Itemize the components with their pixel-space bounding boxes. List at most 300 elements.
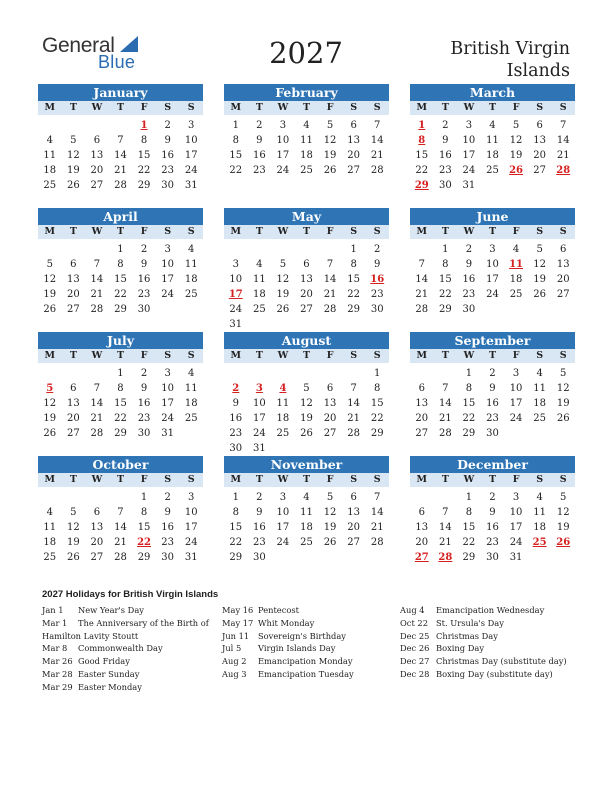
holiday-date: Mar 8 <box>42 643 68 654</box>
day-cell: 15 <box>347 274 360 285</box>
day-cell: 14 <box>415 274 429 285</box>
month-december <box>410 456 575 565</box>
empty-day-cell <box>295 242 319 257</box>
empty-day-cell <box>38 366 62 381</box>
weekday-label: T <box>302 474 311 485</box>
day-cell: 13 <box>66 274 80 285</box>
holiday-day-cell: 8 <box>418 135 426 146</box>
day-cell: 14 <box>323 274 337 285</box>
day-cell: 28 <box>90 304 104 315</box>
day-cell: 4 <box>46 507 53 518</box>
day-cell: 25 <box>300 165 313 176</box>
weekday-label: S <box>536 226 544 237</box>
day-cell: 31 <box>229 319 243 330</box>
day-cell: 14 <box>438 522 452 533</box>
holiday-name-continuation: Hamilton Lavity Stoutt <box>42 630 139 641</box>
day-cell: 21 <box>323 289 337 300</box>
day-cell: 15 <box>229 150 243 161</box>
day-cell: 24 <box>462 165 476 176</box>
weekday-label: F <box>140 350 148 361</box>
day-grid <box>38 242 203 317</box>
day-cell: 27 <box>323 428 337 439</box>
day-cell: 16 <box>486 398 499 409</box>
holiday-entry <box>42 604 209 617</box>
empty-day-cell <box>410 490 434 505</box>
day-cell: 31 <box>184 552 198 563</box>
day-cell: 15 <box>462 522 476 533</box>
day-cell: 28 <box>347 428 360 439</box>
day-cell: 30 <box>229 443 243 454</box>
day-cell: 25 <box>43 180 57 191</box>
day-cell: 13 <box>300 274 313 285</box>
day-cell: 12 <box>300 398 313 409</box>
month-april <box>38 208 203 317</box>
day-cell: 15 <box>114 274 127 285</box>
day-cell: 8 <box>117 259 124 270</box>
day-cell: 9 <box>256 135 263 146</box>
weekday-label: S <box>559 102 567 113</box>
day-cell: 22 <box>438 289 452 300</box>
day-cell: 21 <box>438 413 452 424</box>
day-cell: 26 <box>66 552 80 563</box>
holiday-date: Dec 25 <box>400 630 430 641</box>
day-cell: 13 <box>347 507 360 518</box>
day-cell: 10 <box>252 398 266 409</box>
weekday-label: S <box>350 350 358 361</box>
holiday-name: Emancipation Wednesday <box>436 605 545 615</box>
day-cell: 14 <box>90 398 104 409</box>
day-cell: 25 <box>533 413 546 424</box>
empty-day-cell <box>109 118 133 133</box>
day-cell: 19 <box>66 165 80 176</box>
weekday-label: T <box>488 226 497 237</box>
day-cell: 24 <box>229 304 243 315</box>
day-cell: 29 <box>370 428 384 439</box>
day-cell: 3 <box>512 492 520 503</box>
day-cell: 30 <box>486 428 499 439</box>
day-cell: 9 <box>232 398 239 409</box>
weekday-label: W <box>463 350 475 361</box>
holiday-column <box>42 604 209 694</box>
day-cell: 17 <box>276 150 290 161</box>
day-cell: 9 <box>140 259 148 270</box>
day-cell: 17 <box>161 398 174 409</box>
day-grid <box>410 242 575 317</box>
day-cell: 11 <box>300 135 313 146</box>
day-cell: 16 <box>137 398 151 409</box>
day-cell: 7 <box>350 383 357 394</box>
day-cell: 5 <box>303 383 310 394</box>
day-cell: 4 <box>303 120 310 131</box>
day-cell: 9 <box>164 135 171 146</box>
day-cell: 1 <box>465 492 473 503</box>
day-cell: 2 <box>489 492 496 503</box>
empty-day-cell <box>224 366 248 381</box>
day-cell: 22 <box>462 537 476 548</box>
holiday-date: Mar 26 <box>42 656 73 667</box>
day-cell: 22 <box>370 413 384 424</box>
day-cell: 20 <box>347 150 360 161</box>
month-january <box>38 84 203 193</box>
empty-day-cell <box>224 242 248 257</box>
day-cell: 27 <box>347 537 360 548</box>
month-february <box>224 84 389 178</box>
day-cell: 5 <box>536 244 543 255</box>
day-grid <box>38 490 203 565</box>
day-cell: 17 <box>161 274 174 285</box>
month-august <box>224 332 389 456</box>
day-cell: 3 <box>465 120 473 131</box>
day-cell: 6 <box>536 120 543 131</box>
weekday-label: T <box>302 226 311 237</box>
day-cell: 9 <box>140 383 148 394</box>
month-title: January <box>38 84 203 101</box>
weekday-label: S <box>559 350 567 361</box>
weekday-header <box>224 225 389 239</box>
weekday-label: T <box>255 474 263 485</box>
weekday-label: S <box>536 474 544 485</box>
day-cell: 15 <box>137 150 151 161</box>
day-grid <box>224 118 389 178</box>
day-cell: 5 <box>326 120 334 131</box>
day-cell: 18 <box>533 398 546 409</box>
day-cell: 28 <box>370 537 384 548</box>
holiday-day-cell: 26 <box>509 165 524 176</box>
day-cell: 10 <box>184 135 198 146</box>
day-cell: 16 <box>161 150 174 161</box>
holiday-entry <box>222 630 354 643</box>
empty-day-cell <box>85 118 109 133</box>
day-cell: 9 <box>489 383 496 394</box>
weekday-label: S <box>164 474 172 485</box>
weekday-label: F <box>326 226 334 237</box>
day-grid <box>224 366 389 456</box>
day-cell: 26 <box>533 289 546 300</box>
day-cell: 30 <box>137 428 151 439</box>
day-cell: 13 <box>533 135 546 146</box>
day-cell: 26 <box>323 165 337 176</box>
holiday-name: Commonwealth Day <box>78 643 163 654</box>
weekday-header <box>410 225 575 239</box>
day-cell: 6 <box>70 383 77 394</box>
empty-day-cell <box>85 242 109 257</box>
weekday-label: T <box>488 350 497 361</box>
day-cell: 7 <box>442 383 449 394</box>
day-cell: 13 <box>415 398 429 409</box>
day-grid <box>224 490 389 565</box>
day-cell: 28 <box>114 180 127 191</box>
day-cell: 30 <box>252 552 266 563</box>
empty-day-cell <box>318 366 342 381</box>
day-cell: 1 <box>140 492 148 503</box>
day-cell: 30 <box>438 180 452 191</box>
day-cell: 20 <box>415 537 429 548</box>
holiday-entry <box>400 604 567 617</box>
day-cell: 2 <box>256 492 263 503</box>
day-cell: 29 <box>114 428 127 439</box>
day-cell: 20 <box>556 274 570 285</box>
weekday-label: S <box>373 102 381 113</box>
day-cell: 18 <box>509 274 523 285</box>
holiday-name: Emancipation Monday <box>258 656 353 667</box>
day-cell: 2 <box>465 244 473 255</box>
day-cell: 8 <box>465 507 473 518</box>
day-cell: 6 <box>350 120 357 131</box>
day-grid <box>410 366 575 441</box>
weekday-label: F <box>512 102 520 113</box>
day-cell: 31 <box>462 180 476 191</box>
day-cell: 29 <box>347 304 360 315</box>
day-cell: 8 <box>140 135 148 146</box>
holiday-name: Sovereign's Birthday <box>258 630 346 641</box>
weekday-label: S <box>559 474 567 485</box>
weekday-label: M <box>44 350 56 361</box>
holiday-date: Jun 11 <box>222 630 250 641</box>
weekday-header <box>410 473 575 487</box>
month-title: August <box>224 332 389 349</box>
day-cell: 16 <box>252 522 266 533</box>
holiday-name: St. Ursula's Day <box>436 617 504 628</box>
day-cell: 12 <box>276 274 290 285</box>
weekday-label: S <box>350 474 358 485</box>
day-cell: 13 <box>556 259 570 270</box>
day-cell: 24 <box>509 413 523 424</box>
day-cell: 19 <box>300 413 313 424</box>
day-cell: 6 <box>93 507 101 518</box>
day-cell: 5 <box>46 259 53 270</box>
empty-day-cell <box>85 366 109 381</box>
empty-day-cell <box>38 118 62 133</box>
day-cell: 16 <box>252 150 266 161</box>
day-cell: 21 <box>370 150 384 161</box>
weekday-label: W <box>463 226 475 237</box>
holiday-entry <box>42 668 209 681</box>
day-cell: 4 <box>188 244 195 255</box>
day-cell: 23 <box>229 428 243 439</box>
holiday-column <box>400 604 567 681</box>
weekday-label: S <box>164 102 172 113</box>
day-cell: 20 <box>323 413 337 424</box>
weekday-label: T <box>302 102 311 113</box>
weekday-label: T <box>441 474 449 485</box>
day-cell: 23 <box>161 165 174 176</box>
day-cell: 19 <box>509 150 523 161</box>
weekday-label: W <box>91 474 103 485</box>
weekday-header <box>38 349 203 363</box>
day-cell: 5 <box>560 492 567 503</box>
day-cell: 24 <box>161 289 174 300</box>
holidays-title: 2027 Holidays for British Virgin Islands <box>42 589 219 600</box>
month-title: September <box>410 332 575 349</box>
day-cell: 14 <box>370 507 384 518</box>
day-cell: 12 <box>556 507 570 518</box>
day-cell: 30 <box>161 180 174 191</box>
weekday-label: S <box>373 226 381 237</box>
day-cell: 8 <box>232 135 239 146</box>
day-cell: 17 <box>276 522 290 533</box>
day-cell: 7 <box>374 120 381 131</box>
weekday-label: T <box>441 350 449 361</box>
day-cell: 10 <box>229 274 243 285</box>
day-cell: 11 <box>300 507 313 518</box>
day-cell: 13 <box>90 522 104 533</box>
holiday-day-cell: 5 <box>46 383 54 394</box>
day-cell: 21 <box>347 413 360 424</box>
day-cell: 6 <box>326 383 334 394</box>
day-cell: 7 <box>560 120 567 131</box>
holiday-name: Good Friday <box>78 656 130 667</box>
day-cell: 3 <box>489 244 496 255</box>
month-july <box>38 332 203 441</box>
day-cell: 11 <box>43 150 57 161</box>
logo-blue-text: Blue <box>98 52 136 72</box>
day-cell: 26 <box>43 428 57 439</box>
day-cell: 12 <box>43 274 57 285</box>
day-cell: 18 <box>486 150 499 161</box>
month-november <box>224 456 389 565</box>
day-cell: 6 <box>350 492 357 503</box>
day-cell: 1 <box>232 492 239 503</box>
empty-day-cell <box>85 490 109 505</box>
holiday-name: Virgin Islands Day <box>258 643 336 654</box>
weekday-label: T <box>116 474 125 485</box>
day-cell: 7 <box>418 259 425 270</box>
day-cell: 6 <box>303 259 310 270</box>
day-cell: 11 <box>533 383 546 394</box>
holiday-entry <box>222 642 354 655</box>
month-title: April <box>38 208 203 225</box>
day-cell: 27 <box>300 304 313 315</box>
day-cell: 2 <box>489 368 496 379</box>
day-cell: 2 <box>374 244 381 255</box>
day-cell: 22 <box>229 165 243 176</box>
day-cell: 15 <box>462 398 476 409</box>
day-grid <box>410 490 575 565</box>
day-cell: 3 <box>279 492 287 503</box>
day-cell: 9 <box>164 507 171 518</box>
weekday-label: F <box>512 226 520 237</box>
day-cell: 11 <box>276 398 290 409</box>
day-cell: 12 <box>66 150 80 161</box>
day-cell: 9 <box>465 259 473 270</box>
day-cell: 1 <box>350 244 357 255</box>
day-cell: 26 <box>276 304 290 315</box>
day-cell: 23 <box>252 165 266 176</box>
day-cell: 19 <box>323 522 337 533</box>
month-october <box>38 456 203 565</box>
day-cell: 15 <box>438 274 452 285</box>
day-cell: 20 <box>90 537 104 548</box>
day-cell: 4 <box>256 259 263 270</box>
day-cell: 23 <box>137 413 151 424</box>
holiday-name: New Year's Day <box>78 605 144 615</box>
day-cell: 7 <box>374 492 381 503</box>
holiday-date: Mar 29 <box>42 681 73 692</box>
holiday-entry <box>400 642 567 655</box>
day-cell: 10 <box>276 507 290 518</box>
day-cell: 15 <box>229 522 243 533</box>
day-cell: 31 <box>509 552 523 563</box>
day-cell: 23 <box>137 289 151 300</box>
day-cell: 12 <box>556 383 570 394</box>
day-cell: 12 <box>323 507 337 518</box>
holiday-day-cell: 1 <box>140 120 148 131</box>
day-cell: 9 <box>256 507 263 518</box>
day-cell: 21 <box>556 150 570 161</box>
day-cell: 6 <box>418 383 425 394</box>
holiday-day-cell: 26 <box>556 537 571 548</box>
holiday-entry <box>400 655 567 668</box>
empty-day-cell <box>38 490 62 505</box>
day-cell: 4 <box>188 368 195 379</box>
holiday-day-cell: 3 <box>255 383 263 394</box>
empty-day-cell <box>62 118 86 133</box>
weekday-label: S <box>187 226 195 237</box>
holiday-date: Aug 2 <box>222 656 247 667</box>
day-cell: 14 <box>347 398 360 409</box>
day-cell: 1 <box>374 368 381 379</box>
day-cell: 15 <box>370 398 384 409</box>
day-cell: 20 <box>347 522 360 533</box>
day-cell: 11 <box>43 522 57 533</box>
weekday-label: M <box>416 350 428 361</box>
day-cell: 6 <box>70 259 77 270</box>
weekday-label: W <box>277 350 289 361</box>
day-cell: 14 <box>556 135 570 146</box>
empty-day-cell <box>62 366 86 381</box>
day-cell: 10 <box>509 507 523 518</box>
weekday-label: S <box>559 226 567 237</box>
empty-day-cell <box>434 490 458 505</box>
day-cell: 1 <box>117 368 124 379</box>
holiday-day-cell: 27 <box>414 552 429 563</box>
day-cell: 5 <box>70 507 77 518</box>
day-cell: 7 <box>442 507 449 518</box>
day-cell: 3 <box>164 368 171 379</box>
day-cell: 14 <box>114 522 127 533</box>
holiday-name: Christmas Day (substitute day) <box>436 656 567 667</box>
day-cell: 16 <box>137 274 151 285</box>
day-cell: 21 <box>90 289 104 300</box>
day-cell: 21 <box>415 289 429 300</box>
day-cell: 2 <box>140 244 148 255</box>
holiday-day-cell: 4 <box>279 383 287 394</box>
month-september <box>410 332 575 441</box>
day-cell: 17 <box>184 522 198 533</box>
day-cell: 16 <box>229 413 243 424</box>
day-cell: 13 <box>347 135 360 146</box>
weekday-label: T <box>441 226 449 237</box>
empty-day-cell <box>318 242 342 257</box>
day-cell: 7 <box>326 259 334 270</box>
day-cell: 24 <box>276 537 290 548</box>
holiday-day-cell: 28 <box>556 165 571 176</box>
day-grid <box>38 118 203 193</box>
day-cell: 19 <box>533 274 546 285</box>
holiday-date: Aug 3 <box>222 668 247 679</box>
weekday-label: W <box>277 102 289 113</box>
day-cell: 23 <box>370 289 384 300</box>
day-cell: 20 <box>415 413 429 424</box>
day-cell: 13 <box>323 398 337 409</box>
holiday-date: Jan 1 <box>42 605 64 615</box>
day-cell: 1 <box>465 368 473 379</box>
holiday-entry <box>400 668 567 681</box>
day-cell: 30 <box>370 304 384 315</box>
day-cell: 17 <box>509 398 523 409</box>
day-cell: 12 <box>509 135 523 146</box>
day-cell: 20 <box>66 413 80 424</box>
